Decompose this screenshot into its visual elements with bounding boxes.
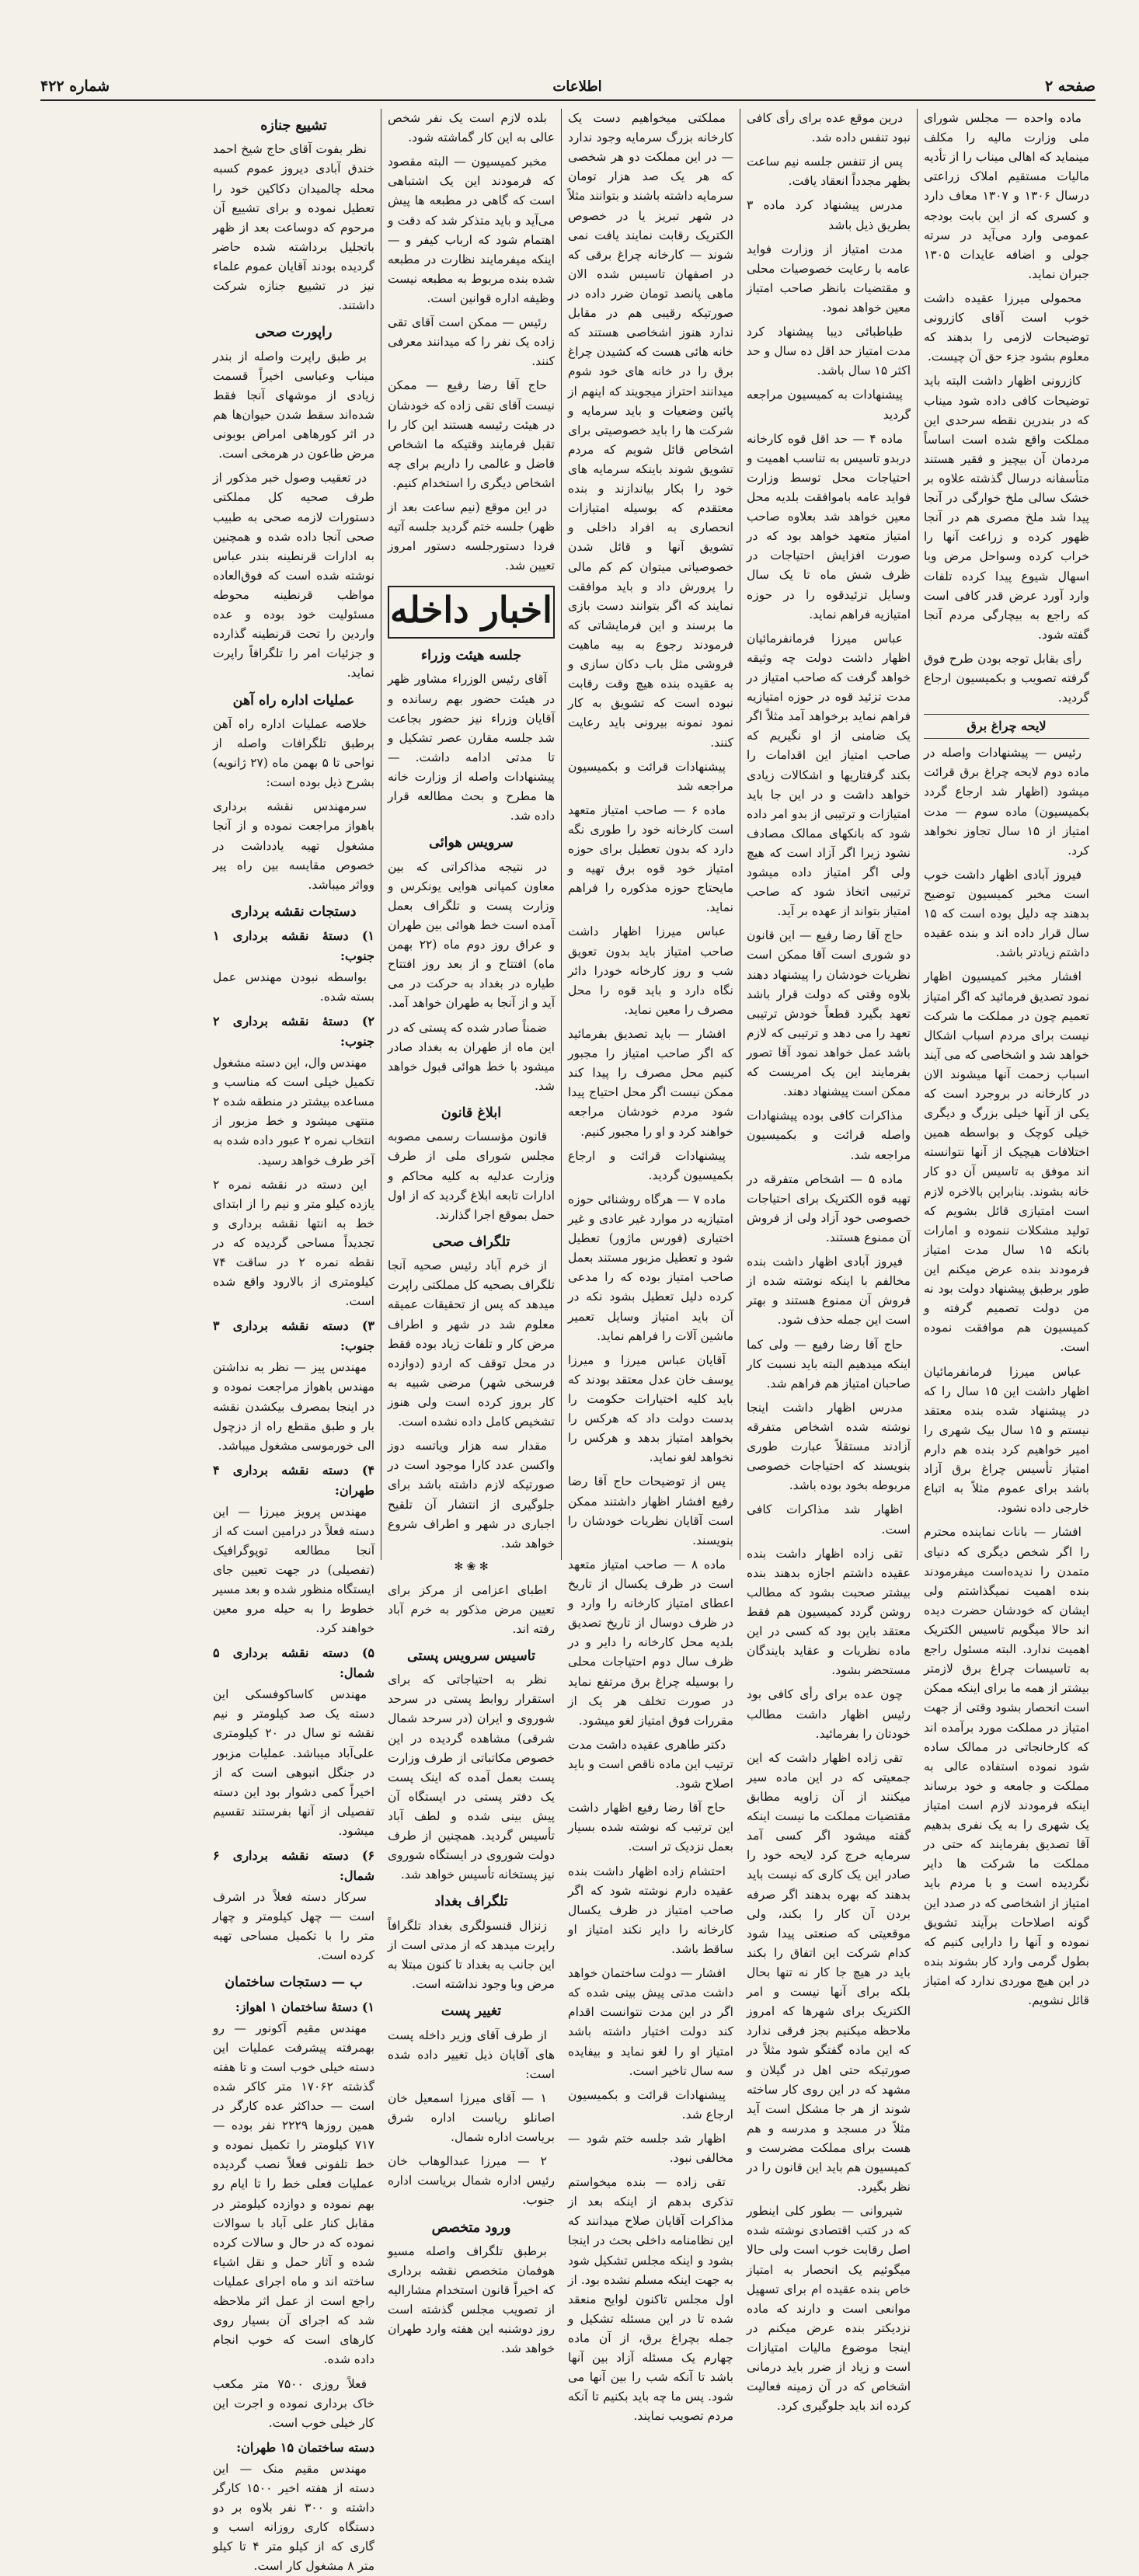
paragraph: مدت امتیاز از وزارت فواید عامه با رعایت خصوصیات محلی و مقتضیات بانظر صاحب امتیاز معین خواهد نمود. (747, 242, 911, 315)
paragraph: مخبر کمیسیون — البته مقصود که فرمودند این یک اشتباهی است که گاهی در مطبعه ها پیش می‌آید و باید متذکر شد که دقت و اهتمام شود که ارباب کیفر و — اینکه میفرمایند نظارت در مطبعه شده بنده مربوط به مطبعه نیست وظیفه اداره قوانین است. (388, 155, 555, 305)
section-heading: تاسیس سرویس پستی (407, 1648, 535, 1664)
section-heading: ورود متخصص (431, 2219, 511, 2236)
newspaper-title: اطلاعات (552, 78, 602, 95)
paragraph: نظر بفوت آقای حاج شیخ احمد خندق آبادی دیروز عموم کسبه محله چالمیدان دکاکین خود را تعطیل نموده و برای تشییع آن مرحوم که دوساعت بعد از ظهر باتجلیل برداشته شده حاضر گردیده بودند آقایان عموم علماء نیز در تشییع جنازه شرکت داشتند. (213, 142, 374, 313)
paragraph: تقی زاده — بنده میخواستم تذکری بدهم از اینکه بعد از مذاکرات آقایان صلاح میدانند که این نظامنامه داخلی بحث در اینجا بشود و اینکه مجلس تشکیل شود به جهت اینکه مسلم نشده بود. از اول مجلس تاکنون لوایح منعقد شده تا در این مسئله تشکیل و جمله بچراغ برق، از آن ماده چهارم یک مسئله آزاد بین آنها باشد تا آنکه شب را بین آنها می شود. پس ما چه باید بکنیم تا آنکه مردم تصویب نمایند. (568, 2175, 733, 2424)
paragraph: مهندس پرویز میرزا — این دسته فعلاً در درامین است که از آنجا مطالعه توپوگرافیک (تفصیلی) در جهت تعیین جای ایستگاه منظور شده و بعد مسیر خطوط را به حیله مرو معین خواهند کرد. (213, 1504, 374, 1636)
paragraph: در نتیجه مذاکراتی که بین معاون کمپانی هوایی یونکرس و وزارت پست و تلگراف بعمل آمده است خط هوائی بین طهران و عراق روز دوم ماه (۲۲ بهمن ماه) افتتاح و از بعد روز افتتاح طیاره در بغداد به حرکت در می آید و از آنجا به طهران خواهد آمد. (388, 859, 555, 1011)
paragraph: تقی زاده اظهار داشت که این جمعیتی که در این ماده سیر میکنند از آن زاویه مطابق مقتضیات مملکت ما نیست اینکه گفته میشود اگر کسی آمد سرمایه خرج کرد لایحه خود را صادر این یک کاری که نیست باید بدهند که بهره بدهند اگر صرفه بردن آن کار را بکند، ولی موقعیتی که صنعتی پیدا شود کدام شرکت این اتفاق را بکند باید در هیچ جا کار نه تنها بحال بلکه برای آنها نیست و امر الکتریک برای شهرها که امروز ملاحظه میکنیم بجز فرقی ندارد که این ماده گفتگو شود مثلاً در صورتیکه حتی اهل در گیلان و مشهد که در این روی کار ساخته شوند از هر جا مشکل است آید مثلاً در مسجد و مدرسه و هم هست برای مملکت مضرست و کمیسیون هم باید این قانون را در نظر بگیرد. (747, 1750, 911, 2195)
ornament-divider: ✻ ❀ ✻ (454, 1560, 489, 1573)
paragraph: از طرف آقای وزیر داخله پست های آقایان ذیل تغییر داده شده است: (388, 2028, 555, 2081)
paragraph: رأی بقابل توجه بودن طرح فوق گرفته تصویب و بکمیسیون ارجاع گردید. (924, 651, 1089, 705)
section-heading: تلگراف بغداد (434, 1894, 508, 1910)
paragraph: اظهار شد جلسه ختم شود — مخالفی نبود. (568, 2131, 733, 2166)
bill-text: ماده واحده — مجلس شورای ملی وزارت مالیه را مکلف مینماید که اهالی میناب را از تأدیه مالیات مستقیم املاک زراعتی درسال ۱۳۰۶ و ۱۳۰۷ معاف دارد و کسری که از این بابت بودجه عمومی وارد می‌آید در سرته جولی و اضافه عایدات ۱۳۰۵ جبران نماید. (923, 111, 1089, 281)
subheading: ۱) دستهٔ نقشه برداری ۱ جنوب: (213, 928, 374, 964)
paragraph: اظهار شد مذاکرات کافی است. (747, 1502, 911, 1537)
paragraph: طباطبائی دیبا پیشنهاد کرد مدت امتیاز حد اقل ده سال و حد اکثر ۱۵ سال باشد. (747, 325, 911, 378)
paragraph: افشار مخبر کمیسیون اظهار نمود تصدیق فرمائید که اگر امتیاز تعمیم چون در مملکت ما شرکت نیست برای مردم اسباب اشکال خواهد شد و اشخاصی که می آیند اسباب زحمت آنها میشوند الان در کارخانه در بروجرد است که یکی از آنها خیلی بزرگ و دیگری خیلی کوچک و بواسطه همین اختلافات هیچیک از آنها نتوانسته اند موفق به تاسیس آن دو کار خانه بشوند. بنابراین بالاخره لازم است امتیازی قائل بشویم که تولید مشکلات ننموده و امارات بانکه ۱۵ سال مدت امتیاز فرمودند بنده عرض میکنم این طور برطبق پیشنهاد دولت بود نه من دولت تصمیم گرفته و کمیسیون هم موافقت نموده است. (924, 969, 1089, 1355)
paragraph: این دسته در نقشه نمره ۲ یازده کیلو متر و نیم را از ابتدای خط به انتها نقشه برداری و تجدیداً مساحی گردیده که در نقطه نمره ۲ در ساقت ۷۴ کیلومتری از بالارود واقع شده است. (213, 1177, 375, 1309)
paragraph: ۲ — میرزا عبدالوهاب خان رئیس اداره شمال بریاست اداره جنوب. (388, 2154, 555, 2208)
paragraph: مدرس پیشنهاد کرد ماده ۳ بطریق ذیل باشد (747, 198, 911, 232)
paragraph: مقدار سه هزار ویاتسه دوز واکسن عدد کارا موجود است در صورتیکه لازم داشته باشد برای جلوگیری از انتشار آن تلقیح اجباری در شهر و اطراف شروع خواهد شد. (388, 1439, 555, 1551)
paragraph: فعلاً روزی ۷۵۰۰ متر مکعب خاک برداری نموده و اجرت این کار خیلی خوب است. (213, 2376, 374, 2430)
paragraph: چون عده برای رأی کافی بود رئیس اظهار داشت مطالب خودتان را بفرمائید. (747, 1687, 911, 1741)
paragraph: عباس میرزا فرمانفرمائیان اظهار داشت دولت چه وثیقه خواهد گرفت که صاحب امتیاز در مدت تزئید قوه در حوزه امتیازیه فراهم نماید برخواهد آمد مثلاً اگر یک ضامنی از او نگیریم که صاحب امتیاز این اقدامات را بکند گرفتاریها و اشکالات زیادی خواهد داشت و در این جا باید امتیازات و ترتیبی از بدو امر داده شود که بانکهای ممالک مصادف نشود زیرا اگر آزاد است که هیچ ولی اگر امتیاز داده میشود ترتیبی اتخاذ شود که صاحب امتیاز بتواند از عهده بر آید. (747, 631, 911, 919)
paragraph: زنزال قنسولگری بغداد تلگرافاً راپرت میدهد که از مدتی است از این جانب به بغداد تا کنون مبتلا به مرض وبا وجود نداشته است. (388, 1918, 555, 1992)
section-heading: ابلاغ قانون (441, 1105, 502, 1121)
paragraph: ماده ۴ — حد اقل قوه کارخانه دربدو تاسیس به تناسب اهمیت و احتیاجات محل توسط وزارت فواید عامه باموافقت بلدیه محل معین خواهد شد بعلاوه صاحب امتیاز متعهد خواهد بود که در صورت افزایش احتیاجات در ظرف شش ماه تا یک سال وسایل تزئیدقوه را در حوزه امتیازیه فراهم نماید. (747, 431, 911, 621)
paragraph: تقی زاده اظهار داشت بنده عقیده داشتم اجازه بدهند بنده بیشتر صحبت بشود که مطالب روشن گردد کمیسیون هم فقط معتقد باین بود که کسی در این ماده نظریات و عقاید بایندگان مستحضر بشود. (747, 1546, 911, 1678)
section-heading: عملیات اداره راه آهن (232, 692, 355, 708)
paragraph: برطبق تلگراف واصله مسیو هوفمان متخصص نقشه برداری که اخیراً قانون استخدام مشارالیه از تصویب مجلس گذشته است روز دوشنبه این هفته وارد طهران خواهد شد. (388, 2244, 555, 2356)
section-heading: راپورت صحی (255, 325, 333, 341)
paragraph: شیروانی — بطور کلی اینطور که در کتب اقتصادی نوشته شده اصل رقابت خوب است ولی حالا میگوئیم یک انحصار به امتیاز خاص بنده عقیده ام برای تسهیل موانعی است و دارند که ماده نزدیکتر بنده عرض میکنم در اینجا موضوع مالیات امتیازات است و زیاد از ضرر باید درمانی اشخاص که در آن زمینه فعالیت کرده اند باید جلوگیری کرد. (747, 2204, 911, 2414)
paragraph: حاج آقا رضا رفیع — ممکن نیست آقای تقی زاده که خودشان در هیئت رئیسه هستند این کار را تقبل فرمایند وقتیکه ما اشخاص فاضل و عالمی را داریم برای چه اشخاص دیگری را استخدام کنیم. (388, 378, 555, 490)
paragraph: مملکتی میخواهیم دست یک کارخانه بزرگ سرمایه وجود ندارد — در این مملکت دو هر شخصی که هر یک صد هزار تومان سرمایه داشته باشند و بتوانند مثلاً در شهر تبریز یا در خصوص الکتریک رقابت نمایند یافت نمی شوند — کارخانه چراغ برقی که در اصفهان تاسیس شده الان ماهی پانصد تومان ضرر داده در صورتیکه رقیبی هم در مقابل ندارد هنوز اشخاصی هستند که خانه هائی هست که کشیدن چراغ برق را در خانه های خود شوم میدانند احتراز میجویند که اینهم از پائین وضعیات و باید سرمایه و شرکت ها را باید خصوصیتی برای اشخاص قائل شویم که مردم تشویق شوند باینکه سرمایه های خود را بکار بیاندازند و بنده معتقدم که بوسیله امتیازات انحصاری به افراد داخلی و تشویق آنها و قائل شدن خصوصیاتی میتوان کم کم مالی را پرورش داد و باید موافقت نمایند که اگر بتوانند دست بازی ما برسند و این فرمایشاتی که فرمودند رجوع به بیه ماهیت فروشی مثل باب دکان سازی و به عقیده بنده هیچ وقت رقابت نبوده است که تشویق به کار نمود نمونه بیرونی باید رعایت کنند. (568, 111, 733, 750)
paragraph: ماده ۵ — اشخاص متفرقه در تهیه قوه الکتریک برای احتیاجات خصوصی خود آزاد ولی از فروش آن ممنوع هستند. (747, 1171, 911, 1245)
paragraph: ۱ — آقای میرزا اسمعیل خان اصانلو ریاست اداره شرق بریاست اداره شمال. (388, 2090, 555, 2145)
subheading: ۶) دسته نقشه برداری ۶ شمال: (213, 1848, 374, 1883)
paragraph: کازرونی اظهار داشت البته باید توضیحات کافی داده شود میناب که در بندرین نقطه سرحدی این مملکت واقع شده است اساساً مردمان آن بیچیز و فقیر هستند متأسفانه درسال گذشته علاوه بر خشک سالی ملخ خوارگی در آنجا پیدا شد ملخ مصری هم در آنجا ظهور کرده و زراعت آنها را خراب کرده وسواحل مرض وبا اسهال شیوع پیدا کرده تلفات وارد آورد عرض قدر کافی است که راجع به بیچارگی مردم آنجا گفته شود. (924, 374, 1089, 642)
column-1 (917, 109, 1095, 2008)
paragraph: خلاصه عملیات اداره راه آهن برطبق تلگرافات واصله از نواحی تا ۵ بهمن ماه (۲۷ ژانویه) بشرح ذیل بوده است: (213, 716, 374, 790)
paragraph: در تعقیب وصول خبر مذکور از طرف صحیه کل مملکتی دستورات لازمه صحی به طبیب صحی آنجا داده شده و همچنین به ادارات قرنطینه بندر عباس نوشته شده است که فوق‌العاده مواظب قرنطینه محوطه مسئولیت خود بوده و عده واردین را تحت قرنطینه گذارده و جزئیات امر را تلگرافاً راپرت نماید. (213, 471, 374, 681)
column-2 (740, 109, 917, 2414)
column-3 (561, 109, 740, 2424)
paragraph: مهندس کاساکوفسکی این دسته یک صد کیلومتر و نیم نقشه تو سال در ۲۰ کیلومتری علی‌آباد میباشد. عملیات مزبور در جنگل انبوهی است که از اخیراً کمی دشوار بود این دسته تفصیلی از آنها بفرستند تقسیم میشود. (213, 1687, 374, 1838)
paragraph: نظر به احتیاجاتی که برای استقرار روابط پستی در سرحد شوروی و ایران (در سرحد شمال شرقی) مشاهده گردیده در این خصوص مکاتباتی از طرف وزارت پست بعمل آمده که اینک پست یک دفتر پستی در ایستگاه آن پیش بینی شده و لطف آباد تأسیس گردید. همچنین از طرف دولت شوروی در ایستگاه شوروی نیز پستخانه تأسیس خواهد شد. (388, 1673, 555, 1882)
paragraph: حاج آقا رضا رفیع — ولی کما اینکه میدهیم البته باید نسبت کار صاحبان امتیاز هم فراهم شد. (747, 1337, 911, 1391)
columns (40, 109, 1095, 2574)
masthead (40, 73, 1095, 101)
paragraph: مهندس مقیم منک — این دسته از هفته اخیر ۱۵۰۰ کارگر داشته و ۳۰۰ نفر بلاوه بر دو دستگاه کاری روزانه اسب و گاری که از کیلو متر ۴ تا کیلو متر ۸ مشغول کار است. (213, 2461, 374, 2574)
paragraph: پس از تنفس جلسه نیم ساعت بظهر مجدداً انعقاد یافت. (747, 155, 911, 189)
paragraph: فیروز آبادی اظهار داشت خوب است مخبر کمیسیون توضیح بدهند چه دلیل بوده است که ۱۵ سال قرار داده اند و بنده عقیده داشتم زیادتر باشد. (924, 867, 1089, 960)
subheading: ۴) دسته نقشه برداری ۴ طهران: (213, 1462, 374, 1498)
domestic-news-heading: اخبار داخله (388, 586, 555, 639)
paragraph: بلده لازم است یک نفر شخص عالی به این کار گماشته شود. (388, 111, 555, 145)
paragraph: آقایان عباس میرزا و میرزا یوسف خان عدل معتقد بودند که باید کلیه اختیارات حکومت را بدست دولت داد که هرکس را بخواهد امتیاز بدهد و هرکس را نخواهد لغو نماید. (568, 1352, 733, 1465)
paragraph: مذاکرات کافی بوده پیشنهادات واصله قرائت و بکمیسیون مراجعه شد. (747, 1109, 911, 1162)
column-5 (207, 109, 381, 2574)
section-heading: ب — دستجات ساختمان (225, 1975, 363, 1991)
paragraph: بواسطه نبودن مهندس عمل بسته شده. (213, 970, 374, 1004)
paragraph: ضمناً صادر شده که پستی که در این ماه از طهران به بغداد صادر میشود با خط هوائی قبول خواهد شد. (388, 1020, 555, 1093)
subheading: ۳) دسته نقشه برداری ۳ جنوب: (213, 1318, 374, 1354)
paragraph: دکتر طاهری عقیده داشت مدت ترتیب این ماده ناقص است و باید اصلاح شود. (568, 1737, 733, 1791)
paragraph: ماده ۶ — صاحب امتیاز متعهد است کارخانه خود را طوری نگه دارد که بدون تعطیل برای حوزه امتیاز خود قوه برق تهیه و مایحتاج حوزه مذکوره را فراهم نماید. (568, 802, 733, 915)
paragraph: بر طبق راپرت واصله از بندر میناب وعباسی اخیراً قسمت زیادی از موشهای آنجا فقط شده‌اند سقط شدن حیوان‌ها هم در اثر کورها‌هی امراض بوبونی مرض طاعون در هرمخی است. (213, 349, 374, 461)
section-heading: تشییع جنازه (260, 118, 327, 134)
page-number: صفحه ۲ (1044, 78, 1095, 95)
subheading: ۲) دستهٔ نقشه برداری ۲ جنوب: (213, 1014, 374, 1050)
paragraph: رئیس — ممکن است آقای تقی زاده یک نفر را که میدانند معرفی کنند. (388, 315, 555, 369)
section-heading: تلگراف صحی (432, 1234, 510, 1250)
paragraph: پس از توضیحات حاج آقا رضا رفیع افشار اظهار داشتند ممکن است آقایان نظریات خودشان را بنویسند. (568, 1474, 733, 1547)
paragraph: ماده ۸ — صاحب امتیاز متعهد است در ظرف یکسال از تاریخ اعطای امتیاز کارخانه را وارد و در ظرف دوسال از تاریخ تصدیق بلدیه محل کارخانه را دایر و در ظرف سال دوم احتیاجات محلی را بوسیله چراغ برق مرتفع نماید در صورت تخلف هر یک از مقررات فوق امتیاز لغو میشود. (568, 1557, 733, 1728)
paragraph: افشار — بانات نماینده محترم را اگر شخص دیگری که دنیای متمدن را ندیده‌است میفرمودند بنده اهمیت نمیگذاشتم ولی ایشان که خودشان حضرت دیده اند حالا میگویم تاسیس الکتریک اهمیت ندارد. البته مسئول راجع به تاسیسات چراغ برق لازمتر بیشتر از همه ما برای اینکه ممکن است انحصار بشود وقتی از جهت امتیاز در مملکت مورد برآمده اند که کارخانجاتی در ممالک ساده شود نموده استفاده عالی به مملکت و جامعه و خود برساند اینکه فرمودند لازم است امتیاز یک شهری را به یک نفری بدهیم آقا تصدیق بفرمایند که حتی در مملکت ما شرکت ها دایر نگردیده است و با مردم باید امتیاز از اشخاصی که در صدد این گونه اصلاحات برآیند تشویق نموده و آنها را دارایی کنیم که بطول گرمی وارد کار بشوند بنده در این هیچ موردی ندارد که امتیاز قائل نشویم. (924, 1525, 1089, 2008)
paragraph: در این موقع (نیم ساعت بعد از ظهر) جلسه ختم گردید جلسه آتیه فردا دستورجلسه دستور امروز تعیین شد. (388, 500, 555, 573)
paragraph: عباس میرزا فرمانفرمائیان اظهار داشت این ۱۵ سال را که در پیشنهاد شده بنده معتقد نیستم و ۱۵ سال بیک شهری را امیر خواهیم کرد بنده هم دارم امتیاز تأسیس چراغ برق آزاد باشد برای عموم مثلاً به اتباع خارجی داده نشود. (924, 1364, 1089, 1516)
paragraph: مهندس مقیم آکونور — رو بهمرفته پیشرفت عملیات این دسته خیلی خوب است و تا هفته گذشته ۱۷۰۶۲ متر کاکر شده است — حداکثر عده کارگر در همین روزها ۲۲۲۹ نفر بوده — ۷۱۷ کیلومتر را تکمیل نموده و خط تلفونی فعلاً نصب گردیده عملیات فعلی خط را تا ایام رو بهم نموده و دوازده کیلومتر در مقابل کنار علی آباد با سوالات نموده که در حال و سالات کرده شده و آثار حمل و نقل اشیاء ساخته اند و ماه اجرای عملیات راجع است از عمل اثر ملاحظه شد که اجرای آن بسیار روی کارهای است که خوب انجام داده شده. (213, 2021, 375, 2367)
paragraph: آقای رئیس الوزراء مشاور ظهر در هیئت حضور بهم رسانده و آقایان وزراء نیز حضور بجاعت شد جلسه مقارن عصر تشکیل و تا مدتی ادامه داشت. — پیشنهادات واصله از وزارت خانه ها مطرح و بحث مطالعه قرار داده شد. (388, 672, 555, 823)
paragraph: افشار — دولت ساختمان خواهد داشت مدتی پیش بینی شده که اگر در این مدت نتوانست اقدام کند دولت اختیار داشته باشد امتیاز او را لغو نماید و بیفایده سه سال تاخیر است. (568, 1966, 733, 2078)
subheading: ۵) دسته نقشه برداری ۵ شمال: (213, 1645, 374, 1681)
paragraph: پیشنهادات قرائت و بکمیسیون مراجعه شد (568, 759, 733, 793)
paragraph: مدرس اظهار داشت اینجا نوشته شده اشخاص متفرقه آزادند مستقلاً عبارت طوری بنویسند که احتیاجات خصوصی مربوطه بخود بوده باشد. (747, 1400, 911, 1493)
paragraph: از خرم آباد رئیس صحیه آنجا تلگراف بصحیه کل مملکتی راپرت میدهد که پس از تحقیقات عمیقه معلوم شد در شهر و اطراف مرض کار و تلفات زیاد بوده فقط در محل توقف که اردو (دوازده فرسخی شهر) مرضی شبیه به کار بروز کرده است ولی هنوز تشخیص کامل داده نشده است. (388, 1258, 555, 1429)
paragraph: مهندس پیز — نظر به نداشتن مهندس باهواز مراجعت نموده و در اینجا بمصرف بیکشدن نقشه بار و طبق مقطع راه از دزچول الی خورموسی مشغول میباشد. (213, 1360, 374, 1453)
subheading: ۱) دستهٔ ساختمان ۱ اهواز: (235, 1999, 374, 2014)
paragraph: سرکار دسته فعلاً در اشرف است — چهل کیلومتر و چهار متر را با تکمیل مساحی تهیه کرده است. (213, 1889, 374, 1963)
issue-number: شماره ۴۲۲ (40, 78, 110, 95)
section-heading: جلسه هیئت وزراء (420, 648, 522, 664)
paragraph: ماده ۷ — هرگاه روشنائی حوزه امتیازیه در موارد غیر عادی و غیر اختیاری (فورس ماژور) تعطیل شود و تعطیل مزبور مستند بعمل صاحب امتیاز بوده که را مدعی کرده دلیل تعطیل بشود نکه در آن باید امتیاز وسایل تعمیر ماشین آلات را فراهم نماید. (568, 1192, 733, 1343)
section-heading: تغییر پست (441, 2003, 502, 2020)
section-heading: سرویس هوائی (429, 835, 514, 851)
paragraph: مهندس وال، این دسته مشغول تکمیل خیلی است که مناسب و مساعده بیشتر در منطقه شده ۲ منتهی میشود و خط مزبور از انتخاب نمره ۲ عبور داده شده به آخر طرف خواهد رسید. (213, 1056, 375, 1168)
column-4 (381, 109, 561, 2356)
paragraph: حاج آقا رضا رفیع اظهار داشت این ترتیب که نوشته شده بسیار بعمل نزدیک تر است. (568, 1801, 733, 1854)
paragraph: پیشنهادات قرائت و ارجاع بکمیسیون گردید. (568, 1148, 733, 1182)
section-heading: دستجات نقشه برداری (231, 903, 357, 920)
paragraph: درین موقع عده برای رأی کافی نبود تنفس داده شد. (747, 111, 911, 145)
paragraph: عباس میرزا اظهار داشت صاحب امتیاز باید بدون تعویق شب و روز کارخانه خودرا دائر نگاه دارد و باید قوه را محل مصرف را معین نماید. (568, 924, 733, 1017)
paragraph: قانون مؤسسات رسمی مصوبه مجلس شورای ملی از طرف وزارت عدلیه به کلیه محاکم و ادارات تابعه ابلاغ گردید که از اول حمل بموقع اجرا گذارند. (388, 1130, 555, 1222)
paragraph: رئیس — پیشنهادات واصله در ماده دوم لایحه چراغ برق قرائت میشود (اظهار شد ارجاع گردد بکمیسیون) ماده سوم — مدت امتیاز از ۱۵ سال تجاوز نخواهد کرد. (924, 746, 1089, 858)
paragraph: حاج آقا رضا رفیع — این قانون دو شوری است آقا ممکن است نظریات خودشان را پیشنهاد دهند بلاوه وقتی که دولت قرار باشد تعهد بگیرد قطعاً خودش ترتیبی تعهد را می دهد و ترتیبی که لازم باشد عمل خواهد نمود آقا تصور بفرمایند این یک امریست که ممکن است پیشنهاد دهند. (747, 928, 911, 1099)
paragraph: پیشنهادات به کمیسیون مراجعه گردید (747, 388, 911, 422)
paragraph: افشار — باید تصدیق بفرمائید که اگر صاحب امتیاز را مجبور کنیم محل مصرف را پیدا کند ممکن نیست اگر محل احتیاج پیدا شود مردم خودشان مراجعه خواهند کرد و او را مجبور کنیم. (568, 1027, 733, 1139)
paragraph: فیروز آبادی اظهار داشت بنده مخالفم با اینکه نوشته شده از فروش آن ممنوع هستند و بهتر است این جمله حذف شود. (747, 1255, 911, 1328)
paragraph: پیشنهادات قرائت و بکمیسیون ارجاع شد. (568, 2087, 733, 2122)
paragraph: احتشام زاده اظهار داشت بنده عقیده دارم نوشته شود که اگر صاحب امتیاز در ظرف یکسال کارخانه را دایر نکند امتیاز او ساقط باشد. (568, 1864, 733, 1956)
paragraph: محمولی میرزا عقیده داشت خوب است آقای کازرونی توضیحات لازمی را بدهند که معلوم بشود جزء حق آن چیست. (924, 291, 1089, 364)
paragraph: اطبای اعزامی از مرکز برای تعیین مرض مذکور به خرم آباد رفته اند. (388, 1582, 555, 1636)
subheading: دسته ساختمان ۱۵ طهران: (236, 2439, 374, 2455)
paragraph: سرمهندس نقشه برداری باهواز مراجعت نموده و از آنجا مشغول تهیه یادداشت در خصوص مقایسه بین راه پیر وواثر میباشد. (213, 799, 374, 892)
section-heading: لایحه چراغ برق (924, 714, 1089, 739)
